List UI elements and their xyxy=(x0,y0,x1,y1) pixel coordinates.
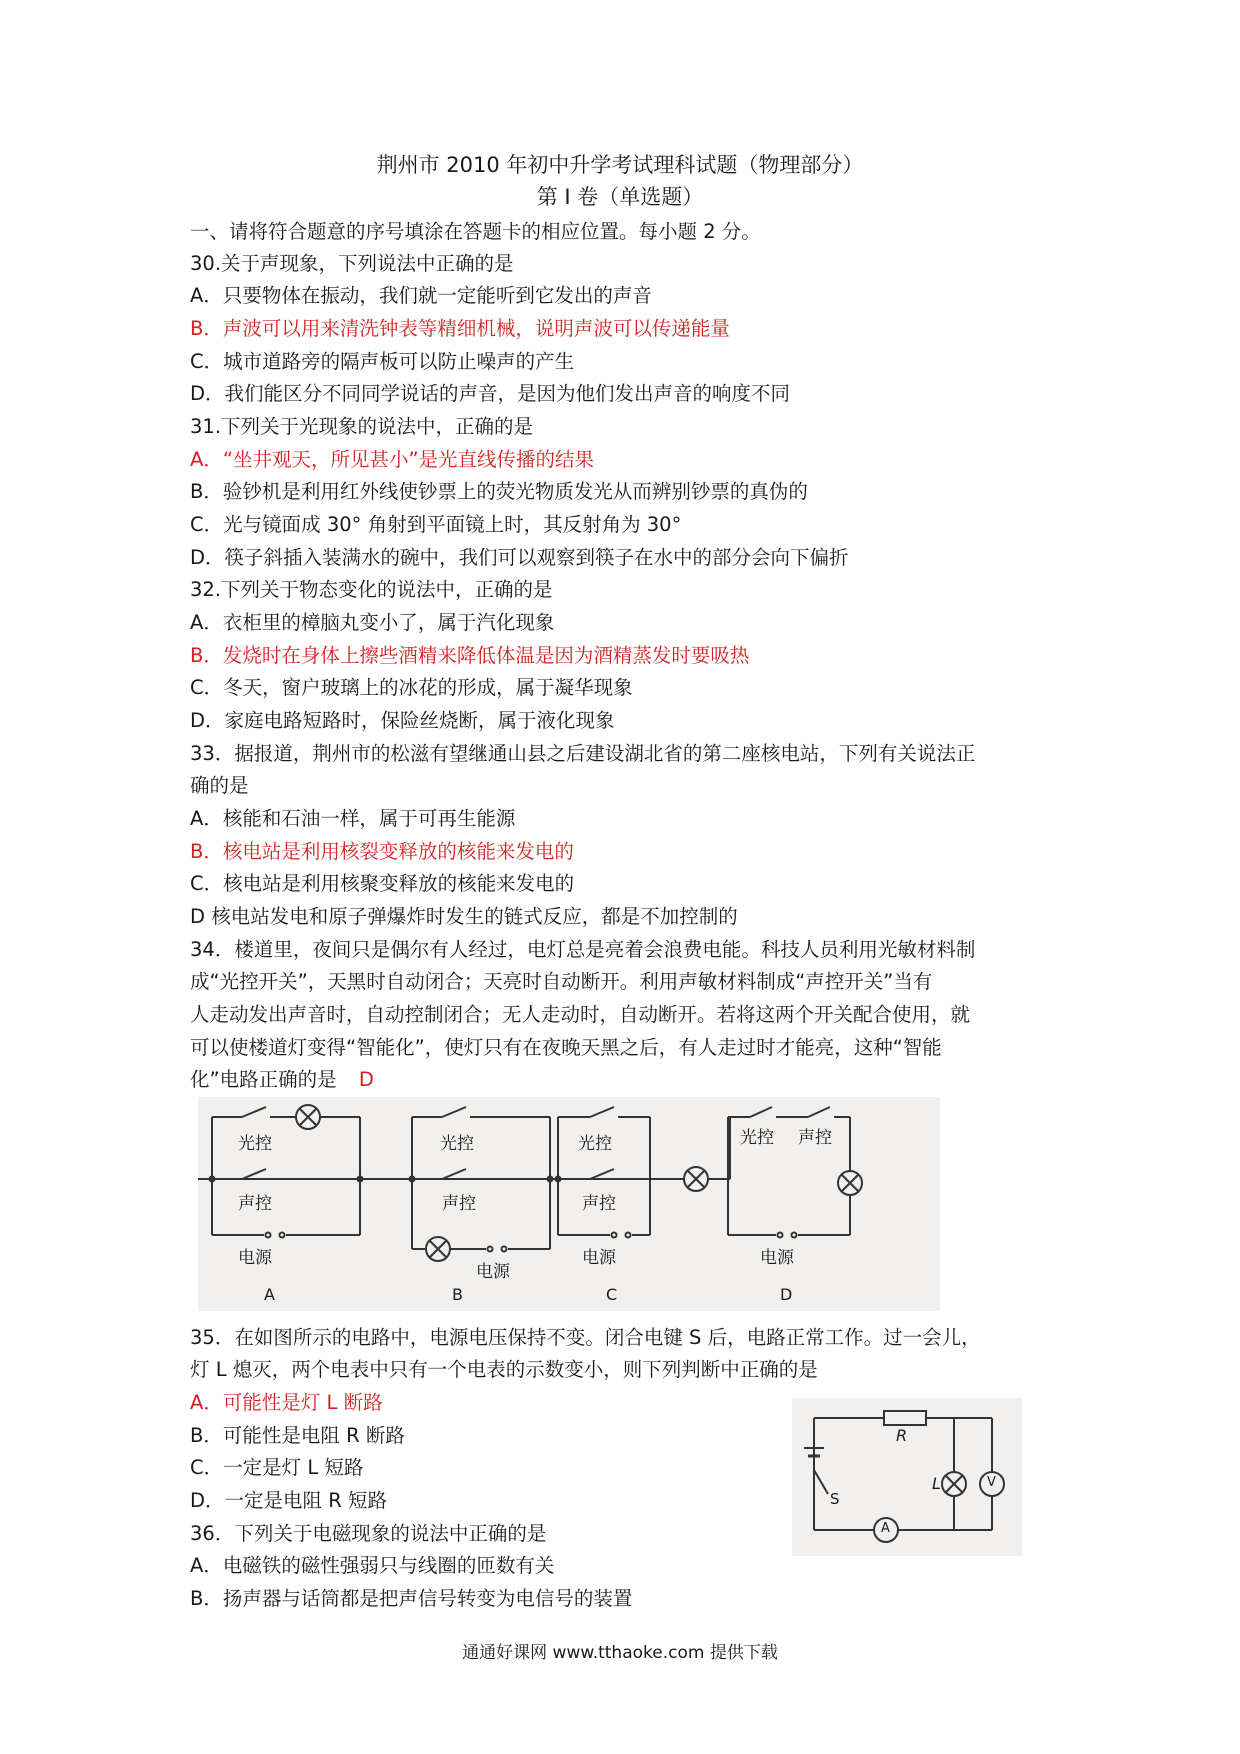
q35-option-d: D．一定是电阻 R 短路 xyxy=(190,1489,387,1512)
q33-option-b: B．核电站是利用核裂变释放的核能来发电的 xyxy=(190,840,574,863)
q33-option-a: A．核能和石油一样，属于可再生能源 xyxy=(190,807,516,830)
circuit-b-sound-label: 声控 xyxy=(442,1194,476,1214)
q32-option-b: B．发烧时在身体上擦些酒精来降低体温是因为酒精蒸发时要吸热 xyxy=(190,644,750,667)
q34-answer: D xyxy=(358,1068,374,1091)
q35-text-line-1: 35．在如图所示的电路中，电源电压保持不变。闭合电键 S 后，电路正常工作。过一会儿， xyxy=(190,1326,981,1349)
q36-option-a: A．电磁铁的磁性强弱只与线圈的匝数有关 xyxy=(190,1554,555,1577)
q34-text-line-4: 可以使楼道灯变得“智能化”，使灯只有在夜晚天黑之后，有人走过时才能亮，这种“智能 xyxy=(190,1036,942,1059)
q35-text-line-2: 灯 L 熄灭，两个电表中只有一个电表的示数变小，则下列判断中正确的是 xyxy=(190,1358,818,1381)
circuit-b-label: B xyxy=(452,1285,463,1304)
voltmeter-label: V xyxy=(987,1475,996,1490)
q35-option-c: C．一定是灯 L 短路 xyxy=(190,1456,364,1479)
q32-option-a: A．衣柜里的樟脑丸变小了，属于汽化现象 xyxy=(190,611,555,634)
circuit-c-label: C xyxy=(606,1285,618,1304)
resistor-r xyxy=(884,1411,926,1425)
q32-option-d: D．家庭电路短路时，保险丝烧断，属于液化现象 xyxy=(190,709,615,732)
page-footer: 通通好课网 www.tthaoke.com 提供下载 xyxy=(462,1643,778,1663)
q33-option-c: C．核电站是利用核聚变释放的核能来发电的 xyxy=(190,872,575,895)
q31-option-d: D．筷子斜插入装满水的碗中，我们可以观察到筷子在水中的部分会向下偏折 xyxy=(190,546,849,569)
q34-text-line-5 xyxy=(190,1068,374,1092)
switch-s xyxy=(814,1470,828,1494)
q36-option-b: B．扬声器与话筒都是把声信号转变为电信号的装置 xyxy=(190,1587,633,1610)
circuit-d-light-label: 光控 xyxy=(740,1128,774,1148)
circuit-a-light-label: 光控 xyxy=(238,1134,272,1154)
circuit-b-power-label: 电源 xyxy=(476,1262,510,1282)
circuit-d-sound-label: 声控 xyxy=(798,1128,832,1148)
q35-circuit-figure xyxy=(792,1398,1022,1556)
q34-text-line-2: 成“光控开关”，天黑时自动闭合；天亮时自动断开。利用声敏材料制成“声控开关”当有 xyxy=(190,970,933,993)
circuit-b xyxy=(410,1107,553,1261)
circuit-a-label: A xyxy=(264,1285,275,1304)
circuit-a xyxy=(210,1105,363,1238)
q34-circuit-figure xyxy=(198,1097,940,1311)
q31-option-b: B．验钞机是利用红外线使钞票上的荧光物质发光从而辨别钞票的真伪的 xyxy=(190,480,808,503)
circuit-c-light-label: 光控 xyxy=(578,1134,612,1154)
circuit-a-sound-label: 声控 xyxy=(238,1194,272,1214)
circuit-c-sound-label: 声控 xyxy=(582,1194,616,1214)
q34-stem-end: 化”电路正确的是 xyxy=(190,1068,337,1091)
circuit-d-label: D xyxy=(780,1285,793,1304)
lamp-label: L xyxy=(932,1474,941,1493)
instruction: 一、请将符合题意的序号填涂在答题卡的相应位置。每小题 2 分。 xyxy=(190,220,761,243)
q34-text-line-3: 人走动发出声音时，自动控制闭合；无人走动时，自动断开。若将这两个开关配合使用，就 xyxy=(190,1003,971,1026)
q33-stem-line-2: 确的是 xyxy=(190,774,249,797)
circuit-b-light-label: 光控 xyxy=(440,1134,474,1154)
q31-option-c: C．光与镜面成 30° 角射到平面镜上时，其反射角为 30° xyxy=(190,513,682,536)
q31-option-a: A．“坐井观天，所见甚小”是光直线传播的结果 xyxy=(190,448,595,471)
circuit-d-power-label: 电源 xyxy=(760,1248,794,1268)
q31-stem: 31.下列关于光现象的说法中，正确的是 xyxy=(190,415,534,438)
q33-stem-line-1: 33．据报道，荆州市的松滋有望继通山县之后建设湖北省的第二座核电站，下列有关说法正 xyxy=(190,742,976,765)
resistor-label: R xyxy=(896,1426,908,1445)
circuit-a-power-label: 电源 xyxy=(238,1248,272,1268)
switch-label: S xyxy=(830,1490,840,1508)
q33-option-d: D 核电站发电和原子弹爆炸时发生的链式反应，都是不加控制的 xyxy=(190,905,738,928)
q32-option-c: C．冬天，窗户玻璃上的冰花的形成，属于凝华现象 xyxy=(190,676,633,699)
q30-option-a: A．只要物体在振动，我们就一定能听到它发出的声音 xyxy=(190,284,652,307)
circuit-c xyxy=(198,1107,730,1238)
q36-stem: 36．下列关于电磁现象的说法中正确的是 xyxy=(190,1522,547,1545)
page-subtitle: 第 I 卷（单选题） xyxy=(536,185,704,209)
q35-option-b: B．可能性是电阻 R 断路 xyxy=(190,1424,405,1447)
q30-option-b: B．声波可以用来清洗钟表等精细机械，说明声波可以传递能量 xyxy=(190,317,730,340)
q32-stem: 32.下列关于物态变化的说法中，正确的是 xyxy=(190,578,553,601)
ammeter-label: A xyxy=(881,1521,890,1536)
q34-text-line-1: 34．楼道里，夜间只是偶尔有人经过，电灯总是亮着会浪费电能。科技人员利用光敏材料制 xyxy=(190,938,976,961)
q30-option-d: D．我们能区分不同同学说话的声音，是因为他们发出声音的响度不同 xyxy=(190,382,791,405)
page-title: 荆州市 2010 年初中升学考试理科试题（物理部分） xyxy=(376,153,864,177)
circuit-c-power-label: 电源 xyxy=(582,1248,616,1268)
q30-option-c: C．城市道路旁的隔声板可以防止噪声的产生 xyxy=(190,350,575,373)
q30-stem: 30.关于声现象，下列说法中正确的是 xyxy=(190,252,514,275)
q35-option-a: A．可能性是灯 L 断路 xyxy=(190,1391,383,1414)
